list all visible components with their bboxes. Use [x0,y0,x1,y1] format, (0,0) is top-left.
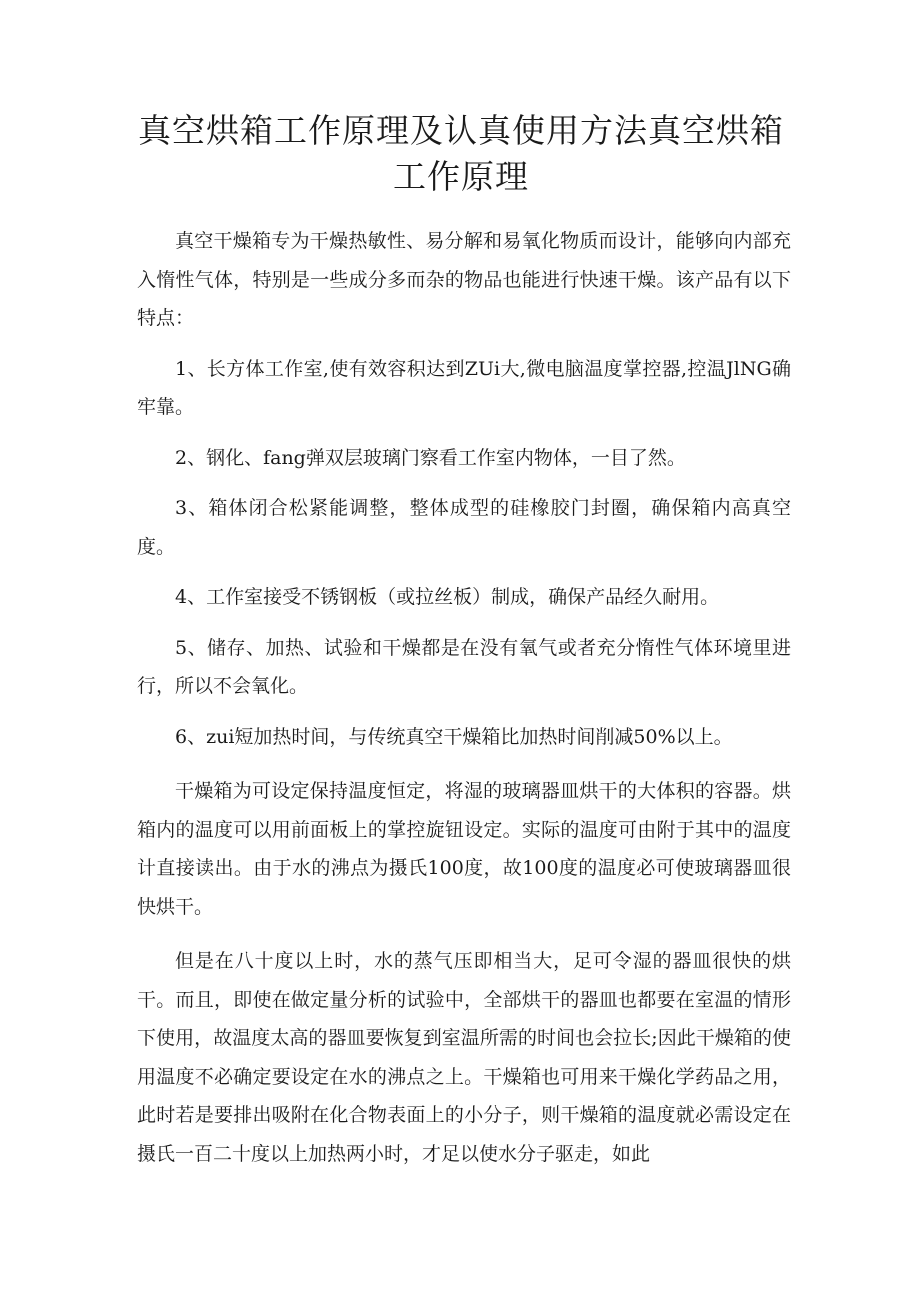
feature-item-6: 6、zui短加热时间，与传统真空干燥箱比加热时间削减50%以上。 [175,725,733,748]
feature-item-3: 3、箱体闭合松紧能调整，整体成型的硅橡胶门封圈，确保箱内高真空度。 [137,497,791,558]
intro-paragraph: 真空干燥箱专为干燥热敏性、易分解和易氧化物质而设计，能够向内部充入惰性气体，特别是一些成分多而杂的物品也能进行快速干燥。该产品有以下特点： [137,230,791,329]
drying-temperature-paragraph: 但是在八十度以上时，水的蒸气压即相当大，足可令湿的器皿很快的烘干。而且，即使在做定量分析的试验中，全部烘干的器皿也都要在室温的情形下使用，故温度太高的器皿要恢复到室温所需的时间也会拉长;因此干燥箱的使用温度不必确定要设定在水的沸点之上。干燥箱也可用来干燥化学药品之用，此时若是要排出吸附在化合物表面上的小分子，则干燥箱的温度就必需设定在摄氏一百二十度以上加热两小时，才足以使水分子驱走，如此 [137,950,791,1165]
feature-item-5: 5、储存、加热、试验和干燥都是在没有氧气或者充分惰性气体环境里进行，所以不会氧化。 [137,636,791,697]
feature-item-1: 1、长方体工作室,使有效容积达到ZUi大,微电脑温度掌控器,控温JlNG确牢靠。 [137,357,791,418]
document-title: 真空烘箱工作原理及认真使用方法真空烘箱工作原理 [138,111,784,196]
document-body [137,222,791,1185]
feature-item-4: 4、工作室接受不锈钢板（或拉丝板）制成，确保产品经久耐用。 [175,586,720,608]
feature-item-2: 2、钢化、fang弹双层玻璃门察看工作室内物体，一目了然。 [175,446,686,469]
oven-description-paragraph: 干燥箱为可设定保持温度恒定，将湿的玻璃器皿烘干的大体积的容器。烘箱内的温度可以用前面板上的掌控旋钮设定。实际的温度可由附于其中的温度计直接读出。由于水的沸点为摄氏100度，故100度的温度必可使玻璃器皿很快烘干。 [137,780,791,918]
